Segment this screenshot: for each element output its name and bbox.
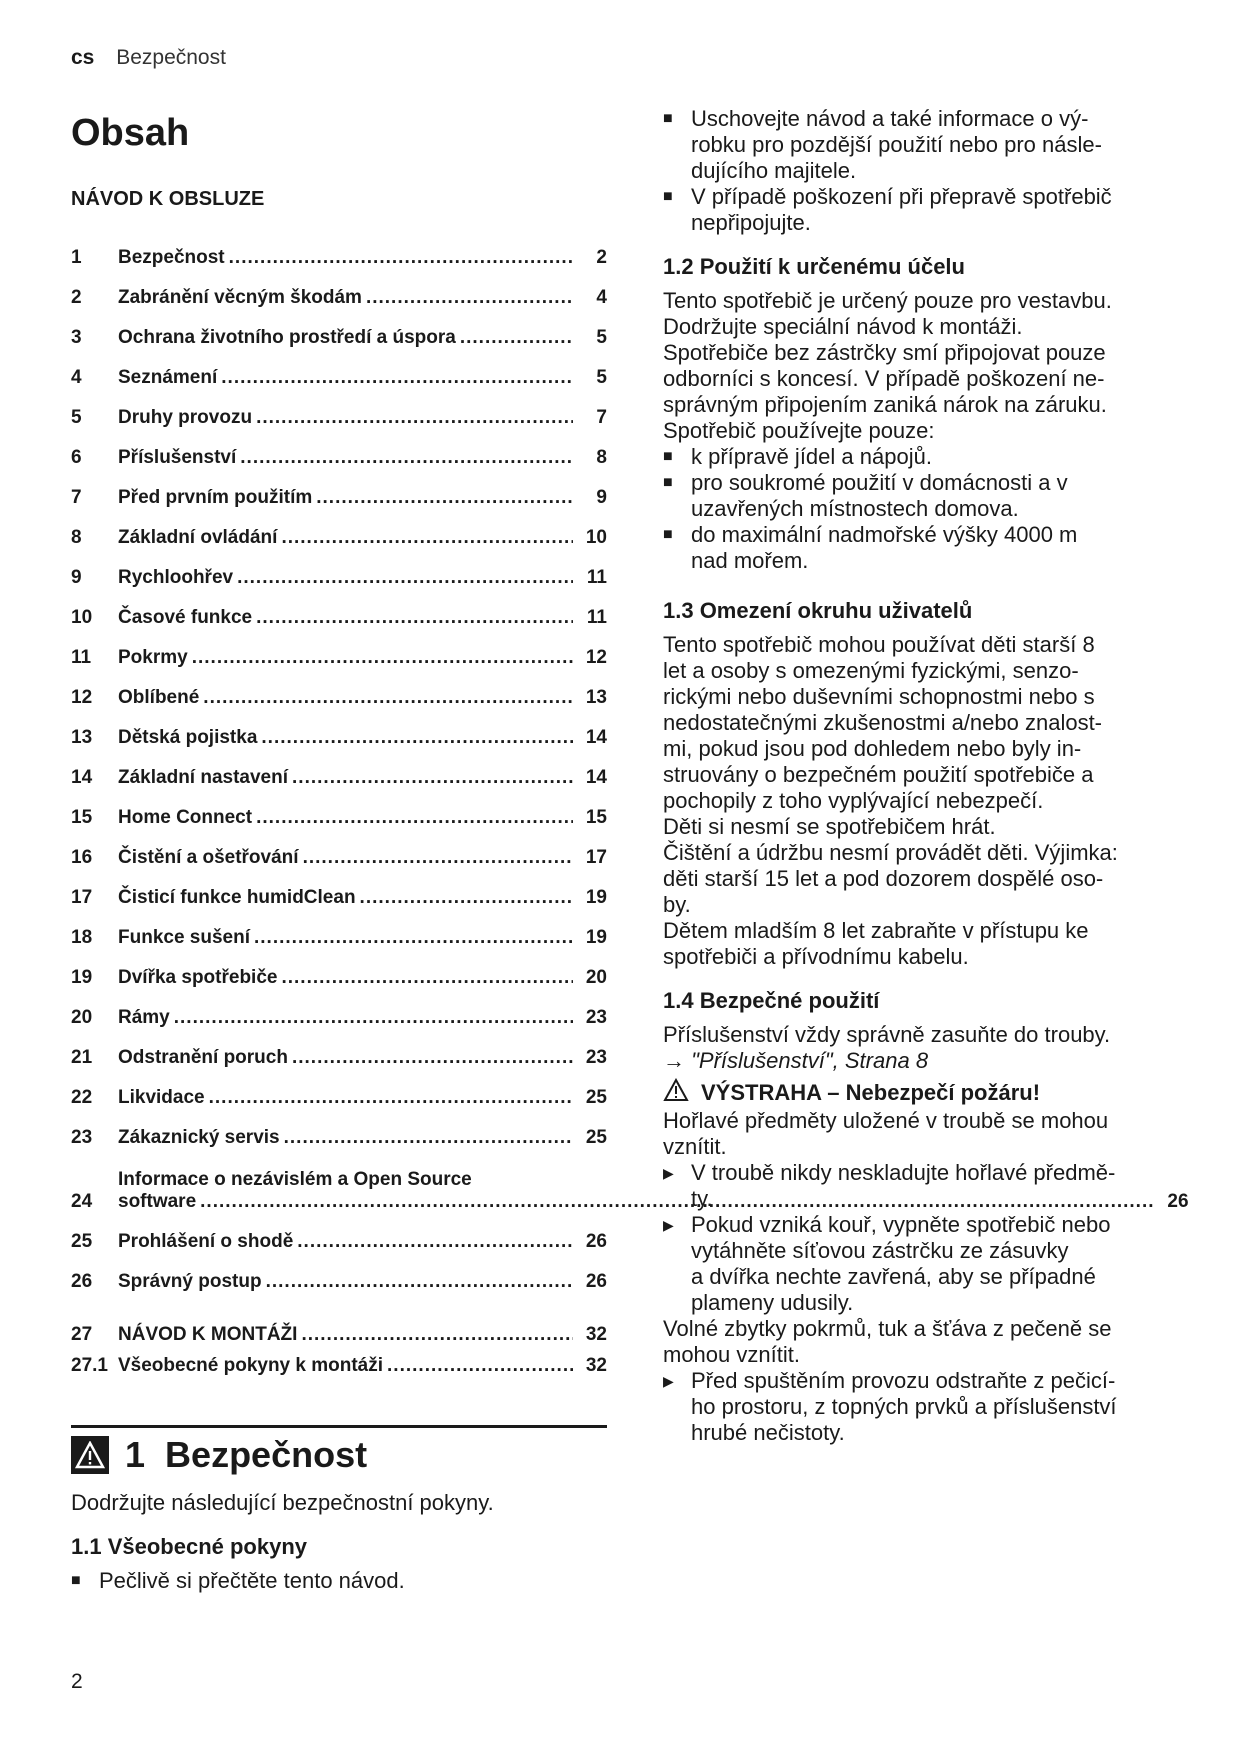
toc-row[interactable] <box>71 949 607 989</box>
toc-entry-title: Příslušenství <box>118 447 237 468</box>
toc-row[interactable] <box>71 469 607 509</box>
toc-row[interactable] <box>71 629 607 669</box>
toc-entry-title: Odstranění poruch <box>118 1047 288 1068</box>
toc-num: 20 <box>71 1007 93 1028</box>
paragraph <box>663 288 1203 444</box>
list-item-text <box>691 1212 1110 1316</box>
toc-page: 8 <box>596 447 607 468</box>
text-line: robku pro pozdější použití nebo pro násle- <box>691 132 1102 157</box>
header-section: Bezpečnost <box>116 46 226 69</box>
toc-entry-title: Bezpečnost <box>118 247 225 268</box>
text-line: Dětem mladším 8 let zabraňte v přístupu ke <box>663 918 1089 943</box>
toc-leader <box>174 1007 573 1029</box>
toc-entry-title: Funkce sušení <box>118 927 250 948</box>
toc-leader <box>316 487 573 509</box>
toc-leader <box>292 767 573 789</box>
toc-entry-title: Informace o nezávislém a Open Source <box>118 1169 472 1190</box>
toc-page: 13 <box>585 687 607 708</box>
text-line: ho prostoru, z topných prvků a příslušenství <box>691 1394 1117 1419</box>
list-item <box>71 1568 607 1594</box>
toc-row[interactable] <box>71 709 607 749</box>
text-line: Spotřebiče bez zástrčky smí připojovat pouze <box>663 340 1106 365</box>
paragraph: Příslušenství vždy správně zasuňte do trouby. <box>663 1022 1111 1047</box>
toc-num: 18 <box>71 927 93 948</box>
toc-leader <box>284 1127 573 1149</box>
toc-page: 4 <box>596 287 607 308</box>
subsection-title: 1.3 Omezení okruhu uživatelů <box>663 598 973 623</box>
toc-entry-title: Správný postup <box>118 1271 262 1292</box>
text-line: hrubé nečistoty. <box>691 1420 845 1445</box>
toc-page: 7 <box>596 407 607 428</box>
toc-leader <box>360 887 573 909</box>
text-line: vznítit. <box>663 1134 727 1159</box>
toc-entry-title: Časové funkce <box>118 607 253 628</box>
toc-entry-title: Čisticí funkce humidClean <box>118 887 356 908</box>
subsection-title: 1.4 Bezpečné použití <box>663 988 880 1013</box>
toc-entry-title: Rychloohřev <box>118 567 234 588</box>
toc-page: 25 <box>585 1127 607 1148</box>
toc-page: 5 <box>596 367 607 388</box>
text-line: Tento spotřebič mohou používat děti starší 8 <box>663 632 1095 657</box>
toc-row[interactable] <box>71 389 607 429</box>
toc-leader <box>221 367 573 389</box>
toc-leader <box>261 727 573 749</box>
text-line: správným připojením zaniká nárok na záruku. <box>663 392 1107 417</box>
subsection-title: 1.2 Použití k určenému účelu <box>663 254 965 279</box>
list-item-text <box>691 1368 1117 1446</box>
list-item <box>663 1212 1203 1316</box>
toc-page: 26 <box>1167 1191 1189 1212</box>
toc-leader <box>297 1231 573 1253</box>
text-line: Dodržujte speciální návod k montáži. <box>663 314 1023 339</box>
toc-row[interactable] <box>71 1213 607 1253</box>
text-line: a dvířka nechte zavřená, aby se případné <box>691 1264 1096 1289</box>
toc-entry-title: Ochrana životního prostředí a úspora <box>118 327 456 348</box>
toc-leader <box>281 527 573 549</box>
toc-num: 22 <box>71 1087 93 1108</box>
section-heading <box>71 1425 607 1476</box>
text-line: nepřipojujte. <box>691 210 811 235</box>
text-line: mi, pokud jsou pod dohledem nebo byly in- <box>663 736 1082 761</box>
toc-entry-title: Oblíbené <box>118 687 200 708</box>
toc-entry-title: Rámy <box>118 1007 170 1028</box>
toc-page: 14 <box>585 767 607 788</box>
text-line: Hořlavé předměty uložené v troubě se mohou <box>663 1108 1109 1133</box>
toc-num: 27 <box>71 1324 93 1345</box>
toc-row[interactable] <box>71 549 607 589</box>
toc-leader <box>237 567 573 589</box>
toc-num: 14 <box>71 767 93 788</box>
toc-num: 2 <box>71 287 82 308</box>
subsection-title: 1.1 Všeobecné pokyny <box>71 1534 307 1559</box>
toc-subtitle: NÁVOD K OBSLUZE <box>71 188 265 210</box>
text-line: pochopily z toho vyplývající nebezpečí. <box>663 788 1044 813</box>
toc-num: 1 <box>71 247 82 268</box>
toc-leader <box>266 1271 573 1293</box>
toc-entry-title: Čistění a ošetřování <box>118 847 299 868</box>
page-number: 2 <box>71 1670 83 1693</box>
arrow-bullet-icon: ▶ <box>663 1165 674 1181</box>
paragraph <box>663 632 1203 970</box>
text-line: let a osoby s omezenými fyzickými, senzo- <box>663 658 1079 683</box>
toc-page: 17 <box>585 847 607 868</box>
toc-row[interactable] <box>71 269 607 309</box>
warning-title: VÝSTRAHA – Nebezpečí požáru! <box>701 1080 1041 1105</box>
toc-leader <box>303 847 573 869</box>
toc-num: 16 <box>71 847 93 868</box>
page-header <box>71 46 226 70</box>
toc-entry-title: Likvidace <box>118 1087 205 1108</box>
toc-leader <box>460 327 573 349</box>
text-line: dujícího majitele. <box>691 158 857 183</box>
text-line: Před spuštěním provozu odstraňte z pečicí- <box>691 1368 1116 1393</box>
toc-entry-title: Dětská pojistka <box>118 727 258 748</box>
warning-icon <box>71 1436 109 1474</box>
toc-num: 10 <box>71 607 93 628</box>
toc-num: 7 <box>71 487 82 508</box>
warning-heading <box>663 1078 1203 1108</box>
toc-leader <box>292 1047 573 1069</box>
toc-page: 10 <box>585 527 607 548</box>
list-item-text: k přípravě jídel a nápojů. <box>691 444 932 469</box>
toc-installation <box>71 1315 607 1377</box>
text-line: do maximální nadmořské výšky 4000 m <box>691 522 1078 547</box>
toc-entry-title: Pokrmy <box>118 647 188 668</box>
list-item <box>663 106 1203 184</box>
toc-page: 11 <box>586 607 607 628</box>
toc-entry-title: Zabránění věcným škodám <box>118 287 362 308</box>
toc-row[interactable] <box>71 509 607 549</box>
toc-row[interactable] <box>71 589 607 629</box>
text-line: Pokud vzniká kouř, vypněte spotřebič nebo <box>691 1212 1111 1237</box>
toc-leader <box>301 1324 573 1346</box>
text-line: nad mořem. <box>691 548 809 573</box>
text-line: by. <box>663 892 691 917</box>
toc-leader <box>256 407 573 429</box>
toc-title: Obsah <box>71 112 190 154</box>
toc-num: 6 <box>71 447 82 468</box>
toc-page: 12 <box>585 647 607 668</box>
toc-page: 23 <box>585 1007 607 1028</box>
toc-num: 25 <box>71 1231 93 1252</box>
language-code: cs <box>71 46 95 69</box>
list-item <box>663 522 1203 574</box>
toc-page: 20 <box>585 967 607 988</box>
toc-page: 11 <box>586 567 607 588</box>
text-line: Volné zbytky pokrmů, tuk a šťáva z pečeně se <box>663 1316 1112 1341</box>
toc-page: 14 <box>585 727 607 748</box>
toc-gap <box>71 1293 607 1315</box>
text-line: uzavřených místnostech domova. <box>691 496 1019 521</box>
toc-row[interactable] <box>71 309 607 349</box>
toc-page: 5 <box>596 327 607 348</box>
toc-num: 12 <box>71 687 93 708</box>
text-line: Čištění a údržbu nesmí provádět děti. Výjimka: <box>663 840 1118 865</box>
section-title <box>125 1434 367 1476</box>
toc-entry-title: software <box>118 1191 197 1212</box>
list-item <box>663 444 1203 470</box>
section-title-text: Bezpečnost <box>165 1434 368 1475</box>
toc-page: 23 <box>585 1047 607 1068</box>
list-item <box>663 184 1203 236</box>
toc-row[interactable] <box>71 1346 607 1377</box>
toc-num: 9 <box>71 567 82 588</box>
toc-row[interactable] <box>71 869 607 909</box>
square-bullet-icon: ■ <box>663 188 673 205</box>
square-bullet-icon: ■ <box>663 448 673 465</box>
text-line: Spotřebič používejte pouze: <box>663 418 935 443</box>
toc-entry-title: NÁVOD K MONTÁŽI <box>118 1324 298 1345</box>
list-item-text <box>691 1160 1115 1212</box>
toc-page: 2 <box>596 247 607 268</box>
toc-entry-title: Dvířka spotřebiče <box>118 967 278 988</box>
text-line: plameny udusily. <box>691 1290 854 1315</box>
toc-row[interactable] <box>71 989 607 1029</box>
square-bullet-icon: ■ <box>663 110 673 127</box>
toc-row[interactable] <box>71 749 607 789</box>
toc-page: 15 <box>585 807 607 828</box>
list-item-text <box>691 106 1102 184</box>
right-column <box>663 104 1203 1446</box>
toc-num: 27.1 <box>71 1355 108 1376</box>
toc-num: 24 <box>71 1191 93 1212</box>
toc-entry-title: Základní ovládání <box>118 527 278 548</box>
section-number: 1 <box>125 1434 146 1475</box>
toc-page: 25 <box>585 1087 607 1108</box>
toc-leader <box>387 1355 573 1377</box>
toc-page: 19 <box>585 927 607 948</box>
toc-entry-title: Prohlášení o shodě <box>118 1231 294 1252</box>
toc-row[interactable] <box>71 789 607 829</box>
toc-row[interactable] <box>71 1253 607 1293</box>
toc-entry-title: Home Connect <box>118 807 253 828</box>
toc-entry-title: Před prvním použitím <box>118 487 313 508</box>
toc-leader <box>192 647 573 669</box>
text-line: struovány o bezpečném použití spotřebiče a <box>663 762 1094 787</box>
table-of-contents <box>71 229 607 1149</box>
section-intro: Dodržujte následující bezpečnostní pokyny. <box>71 1490 494 1515</box>
list-item-text <box>691 522 1077 574</box>
list-item-text <box>691 470 1068 522</box>
toc-page: 26 <box>585 1271 607 1292</box>
toc-num: 5 <box>71 407 82 428</box>
toc-num: 8 <box>71 527 82 548</box>
text-line: Děti si nesmí se spotřebičem hrát. <box>663 814 996 839</box>
toc-entry-title: Zákaznický servis <box>118 1127 280 1148</box>
square-bullet-icon: ■ <box>663 474 673 491</box>
text-line: ty. <box>691 1186 713 1211</box>
toc-leader <box>256 807 573 829</box>
toc-num: 13 <box>71 727 93 748</box>
text-line: V troubě nikdy neskladujte hořlavé předmě- <box>691 1160 1116 1185</box>
warning-triangle-icon <box>663 1078 689 1108</box>
text-line: Uschovejte návod a také informace o vý- <box>691 106 1089 131</box>
toc-num: 26 <box>71 1271 93 1292</box>
text-line: děti starší 15 let a pod dozorem dospělé oso- <box>663 866 1104 891</box>
toc-row[interactable] <box>71 1315 607 1346</box>
toc-entry-title: Základní nastavení <box>118 767 289 788</box>
toc-page: 9 <box>596 487 607 508</box>
toc-row[interactable] <box>71 829 607 869</box>
table-of-contents-cont <box>71 1213 607 1293</box>
toc-leader <box>229 247 573 269</box>
toc-leader <box>256 607 573 629</box>
toc-page: 32 <box>585 1355 607 1376</box>
list-item-text <box>691 184 1112 236</box>
list-item <box>663 1368 1203 1446</box>
toc-leader <box>203 687 573 709</box>
toc-row[interactable] <box>71 669 607 709</box>
cross-reference-link[interactable]: → "Příslušenství", Strana 8 <box>663 1048 929 1073</box>
toc-row[interactable] <box>71 429 607 469</box>
text-line: rickými nebo duševními schopnostmi nebo s <box>663 684 1095 709</box>
square-bullet-icon: ■ <box>663 526 673 543</box>
list-item <box>663 1160 1203 1212</box>
toc-entry-title: Všeobecné pokyny k montáži <box>118 1355 384 1376</box>
toc-num: 4 <box>71 367 82 388</box>
toc-leader <box>240 447 573 469</box>
toc-num: 17 <box>71 887 93 908</box>
toc-num: 23 <box>71 1127 93 1148</box>
toc-page: 19 <box>585 887 607 908</box>
arrow-bullet-icon: ▶ <box>663 1217 674 1233</box>
arrow-bullet-icon: ▶ <box>663 1373 674 1389</box>
toc-row[interactable] <box>71 229 607 269</box>
toc-leader <box>254 927 573 949</box>
list-item-text: Pečlivě si přečtěte tento návod. <box>99 1568 405 1593</box>
toc-row[interactable] <box>71 349 607 389</box>
toc-num: 3 <box>71 327 82 348</box>
square-bullet-icon: ■ <box>71 1572 81 1589</box>
toc-row[interactable] <box>71 1029 607 1069</box>
toc-entry-title: Seznámení <box>118 367 218 388</box>
toc-leader <box>366 287 573 309</box>
text-line: V případě poškození při přepravě spotřebič <box>691 184 1112 209</box>
text-line: pro soukromé použití v domácnosti a v <box>691 470 1068 495</box>
text-line: Tento spotřebič je určený pouze pro vestavbu. <box>663 288 1112 313</box>
text-line: mohou vznítit. <box>663 1342 800 1367</box>
toc-row[interactable] <box>71 1069 607 1109</box>
toc-row[interactable] <box>71 909 607 949</box>
toc-page: 26 <box>585 1231 607 1252</box>
text-line: spotřebiči a přívodnímu kabelu. <box>663 944 969 969</box>
toc-leader <box>209 1087 573 1109</box>
text-line: vytáhněte síťovou zástrčku ze zásuvky <box>691 1238 1069 1263</box>
text-line: nedostatečnými zkušenostmi a/nebo znalost- <box>663 710 1103 735</box>
toc-num: 15 <box>71 807 93 828</box>
toc-entry-title: Druhy provozu <box>118 407 253 428</box>
toc-num: 21 <box>71 1047 93 1068</box>
toc-num: 19 <box>71 967 93 988</box>
text-line: odborníci s koncesí. V případě poškození ne- <box>663 366 1105 391</box>
toc-leader <box>281 967 573 989</box>
toc-row[interactable] <box>71 1109 607 1149</box>
toc-num: 11 <box>71 647 92 668</box>
toc-page: 32 <box>585 1324 607 1345</box>
list-item <box>663 470 1203 522</box>
